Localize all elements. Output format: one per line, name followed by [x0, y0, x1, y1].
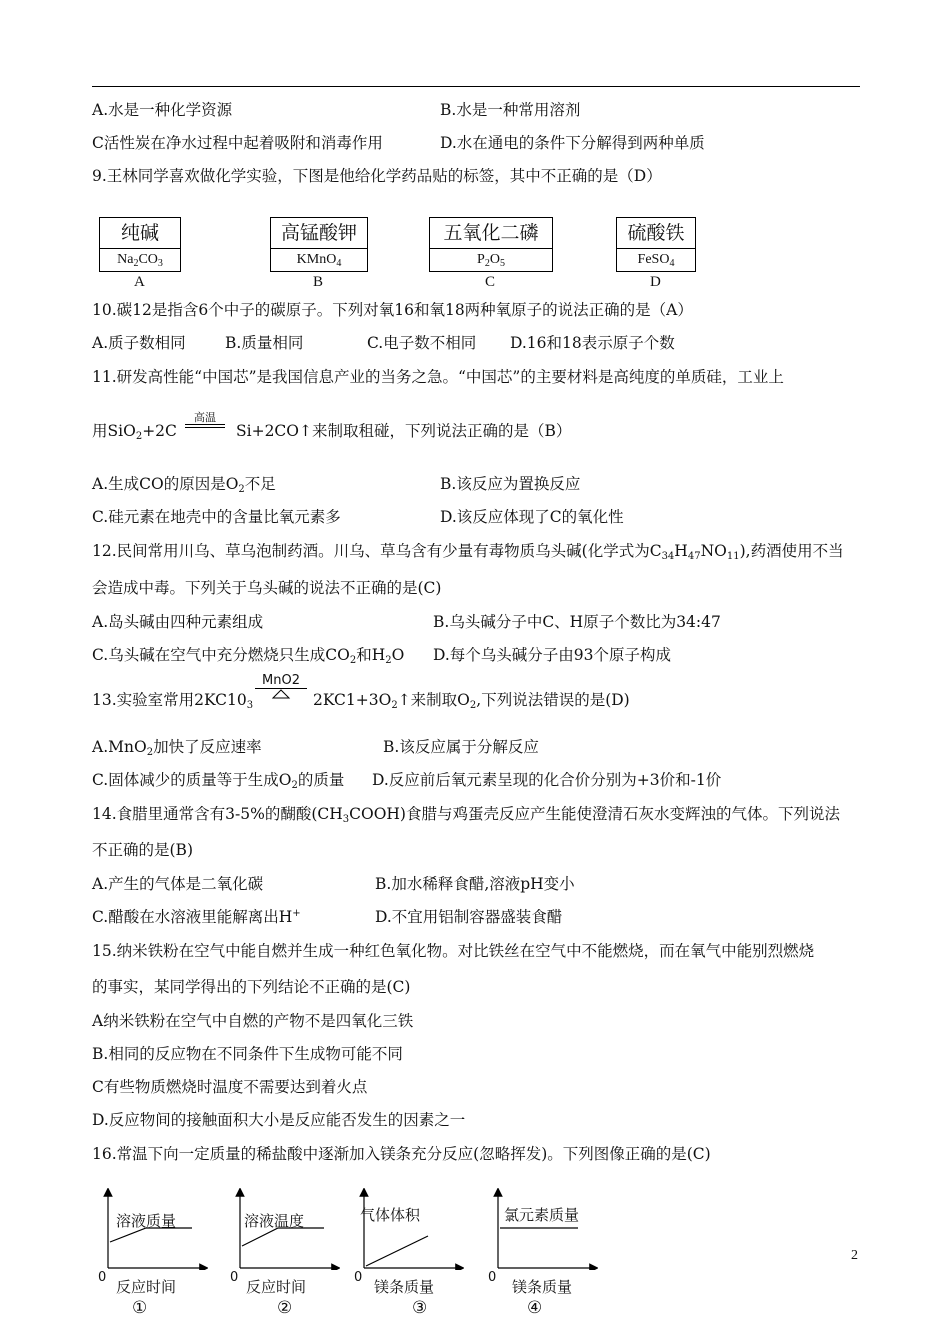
q13-option-c: C.固体减少的质量等于生成$O_2$的质量 [92, 771, 345, 791]
label-c [429, 217, 553, 272]
graph-1-origin: 0 [98, 1270, 107, 1285]
q13-equation-rest: $2KC1+3O_2↑$来制取$O_2$,下列说法错误的是(D) [313, 691, 630, 711]
q13-option-b: B.该反应属于分解反应 [383, 738, 539, 756]
page-number: 2 [851, 1248, 858, 1263]
q14-stem-line1: 14.食腊里通常含有3-5%的醐酸$(CH_3COOH)$食腊与鸡蛋壳反应产生能使澄清石灰水变辉浊的气体。下列说法 [92, 805, 840, 825]
q11-option-a: A.生成CO的原因是$O_2$不足 [92, 475, 276, 495]
q10-option-c: C.电子数不相同 [367, 334, 477, 352]
q15-option-d: D.反应物间的接触面积大小是反应能否发生的因素之一 [92, 1111, 466, 1129]
graph-2-xlabel: 反应时间 [246, 1278, 307, 1296]
label-a-formula: $Na_2CO_3$ [117, 252, 163, 269]
graph-4-axes [488, 1188, 598, 1270]
heat-triangle-icon [255, 689, 307, 699]
graph-3-curve [366, 1236, 428, 1266]
label-d-name: 硫酸铁 [617, 218, 695, 249]
q16-stem: 16.常温下向一定质量的稀盐酸中逐渐加入镁条充分反应(忽略挥发)。下列图像正确的是(C) [92, 1145, 711, 1163]
label-c-letter: C [485, 274, 496, 290]
graph-1-ylabel: 溶液质量 [116, 1212, 177, 1230]
label-b-formula: KMnO$_4$ [296, 252, 342, 269]
q12-option-b: B.乌头碱分子中C、H原子个数比为34:47 [433, 613, 721, 631]
q12-stem-line1: 12.民间常用川乌、草乌泡制药酒。川乌、草乌含有少量有毒物质乌头碱(化学式为$C_{34}H_{47}NO_{11}$),药酒使用不当 [92, 542, 844, 562]
graph-1-number: ① [132, 1298, 148, 1318]
graph-3-number: ③ [412, 1298, 428, 1318]
label-a-name: 纯碱 [100, 218, 180, 249]
label-b-name: 高锰酸钾 [271, 218, 367, 249]
q14-stem-line2: 不正确的是(B) [92, 841, 193, 859]
q10-option-b: B.质量相同 [225, 334, 304, 352]
q11-condition: 高温 [185, 412, 225, 428]
q11-option-b: B.该反应为置换反应 [440, 475, 581, 493]
q8-option-b: B.水是一种常用溶剂 [440, 101, 581, 119]
graph-1-xlabel: 反应时间 [116, 1278, 177, 1296]
q12-option-d: D.每个乌头碱分子由93个原子构成 [433, 646, 672, 664]
graph-4-ylabel: 氯元素质量 [504, 1206, 580, 1224]
graph-4-origin: 0 [488, 1270, 497, 1285]
q10-option-d: D.16和18表示原子个数 [510, 334, 675, 352]
q15-stem-line1: 15.纳米铁粉在空气中能自燃并生成一种红色氧化物。对比铁丝在空气中不能燃烧，而在氧气中能别烈燃烧 [92, 942, 815, 960]
q11-stem-line1: 11.研发高性能“中国芯”是我国信息产业的当务之急。“中国芯”的主要材料是高纯度的单质硅，工业上 [92, 368, 784, 386]
q11-equation-rest: Si+2CO↑来制取租碰，下列说法正确的是（B） [236, 422, 572, 440]
q8-option-a: A.水是一种化学资源 [92, 101, 233, 119]
q15-option-b: B.相同的反应物在不同条件下生成物可能不同 [92, 1045, 403, 1063]
q9-stem: 9.王林同学喜欢做化学实验，下图是他给化学药品贴的标签，其中不正确的是（D） [92, 167, 662, 185]
q11-option-d: D.该反应体现了C的氧化性 [440, 508, 624, 526]
graph-3-origin: 0 [354, 1270, 363, 1285]
q10-option-a: A.质子数相同 [92, 334, 186, 352]
q14-option-c: C.醋酸在水溶液里能解离出H+ [92, 908, 301, 926]
label-c-name: 五氧化二磷 [430, 218, 552, 249]
graph-2-origin: 0 [230, 1270, 239, 1285]
q15-option-a: A纳米铁粉在空气中自燃的产物不是四氧化三铁 [92, 1012, 414, 1030]
graph-3-ylabel: 气体体积 [360, 1206, 421, 1224]
label-c-formula: $P_2O_5$ [477, 252, 505, 269]
label-d-letter: D [650, 274, 661, 290]
q8-option-c: C活性炭在净水过程中起着吸附和消毒作用 [92, 134, 383, 152]
q12-option-c: C.乌头碱在空气中充分燃烧只生成$CO_2$和$H_2O$ [92, 646, 405, 666]
q13-option-a: A.MnO$_2$加快了反应速率 [92, 738, 262, 758]
q13-stem: 13.实验室常用$2KC10_3$ [92, 691, 254, 711]
q14-option-a: A.产生的气体是二氧化碳 [92, 875, 264, 893]
label-d-formula: FeSO$_4$ [637, 252, 675, 269]
header-rule [92, 86, 860, 87]
q13-option-d: D.反应前后氧元素呈现的化合价分别为+3价和-1价 [372, 771, 722, 789]
q15-option-c: C有些物质燃烧时温度不需要达到着火点 [92, 1078, 368, 1096]
label-d [616, 217, 696, 272]
label-a [99, 217, 181, 272]
graph-3-axes [354, 1188, 464, 1270]
q14-option-d: D.不宜用铝制容器盛装食醋 [375, 908, 563, 926]
graph-4-number: ④ [527, 1298, 543, 1318]
q10-stem: 10.碳12是指含6个中子的碳原子。下列对氧16和氧18两种氧原子的说法正确的是（A） [92, 301, 693, 319]
q15-stem-line2: 的事实，某同学得出的下列结论不正确的是(C) [92, 978, 411, 996]
q12-option-a: A.岛头碱由四种元素组成 [92, 613, 264, 631]
label-b-letter: B [313, 274, 324, 290]
q12-stem-line2: 会造成中毒。下列关于乌头碱的说法不正确的是(C) [92, 579, 442, 597]
label-b [270, 217, 368, 272]
q8-option-d: D.水在通电的条件下分解得到两种单质 [440, 134, 705, 152]
q13-condition: MnO2 [255, 674, 307, 699]
q11-equation-line: 用SiO$_2$+2C [92, 422, 177, 442]
q14-option-b: B.加水稀释食醋,溶液pH变小 [375, 875, 575, 893]
graph-3-xlabel: 镁条质量 [374, 1278, 435, 1296]
q11-option-c: C.硅元素在地壳中的含量比氧元素多 [92, 508, 341, 526]
label-a-letter: A [134, 274, 145, 290]
graph-4-xlabel: 镁条质量 [512, 1278, 573, 1296]
graph-2-ylabel: 溶液温度 [244, 1212, 305, 1230]
graph-2-number: ② [277, 1298, 293, 1318]
